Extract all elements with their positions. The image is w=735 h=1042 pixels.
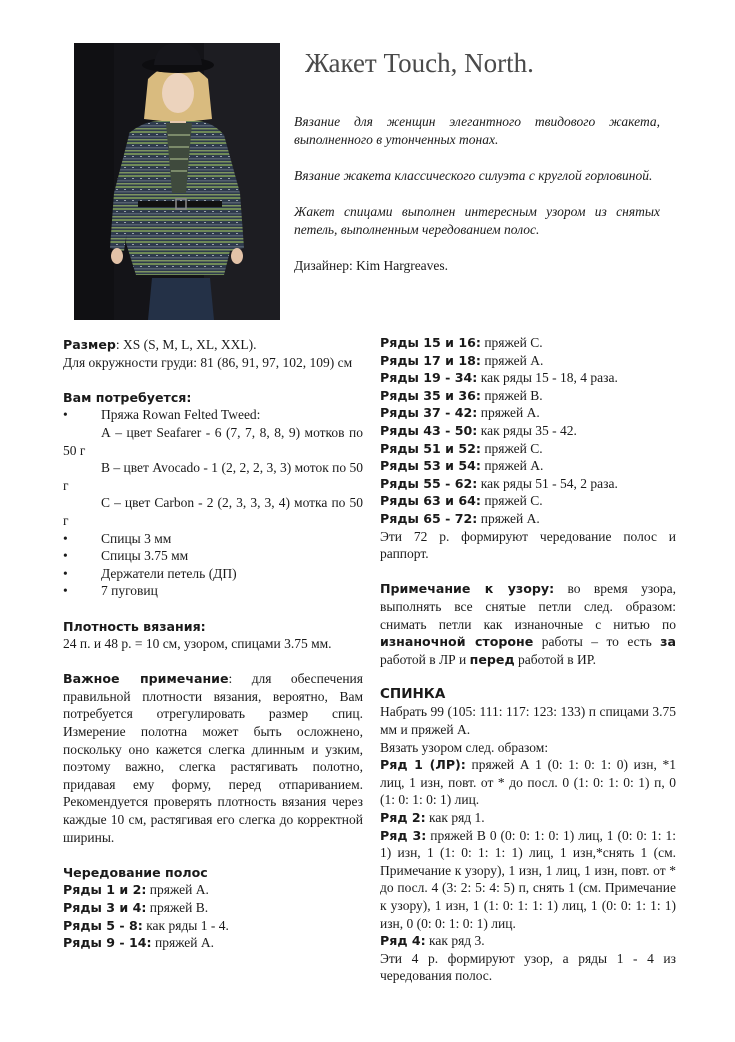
materials-list xyxy=(63,406,363,424)
model-photo-illustration xyxy=(74,43,280,320)
back-row-text: как ряд 3. xyxy=(425,933,485,949)
materials-heading: Вам потребуется: xyxy=(63,389,192,405)
size-line xyxy=(63,336,363,354)
stripe-row xyxy=(63,934,363,952)
stripe-row-label: Ряды 43 - 50: xyxy=(380,422,478,438)
important-note xyxy=(63,670,363,846)
yarn-color-b: В – цвет Avocado - 1 (2, 2, 2, 3, 3) моток по 50 г xyxy=(63,460,363,493)
back-row-label: Ряд 4: xyxy=(380,933,426,949)
stripe-row-label: Ряды 5 - 8: xyxy=(63,917,143,933)
designer-credit: Дизайнер: Kim Hargreaves. xyxy=(294,258,449,273)
yarn-color-a: А – цвет Seafarer - 6 (7, 7, 8, 8, 9) мотков по 50 г xyxy=(63,424,363,458)
back-row-text: как ряд 1. xyxy=(425,810,485,826)
stripe-row xyxy=(63,899,363,917)
stripe-row xyxy=(380,492,676,510)
stripe-row xyxy=(380,352,676,370)
back-row-2 xyxy=(380,809,676,827)
materials-item-holders: • Держатели петель (ДП) xyxy=(63,565,363,583)
stripe-row xyxy=(380,475,676,493)
stripe-row-text: пряжей В. xyxy=(146,900,209,915)
materials-item-buttons: • 7 пуговиц xyxy=(63,582,363,600)
materials-item-needles-3mm: • Спицы 3 мм xyxy=(63,530,363,548)
stripe-row-text: пряжей А. xyxy=(151,935,215,951)
back-row-text: пряжей В 0 (0: 0: 1: 0: 1) лиц, 1 (0: 0: 1: 1: 1) изн, 1 (1: 0: 1: 1: 1) лиц, 1 изн,*снять 1 (см. Примечание к узору), 1 изн, 1 лиц, 1 изн, повт. от * до посл. 4 (3: 2: 5: 4: 5) п, снять 1 (см. Примечание к узору), 1 изн, 1 (1: 0: 1: 1: 1) лиц, 1 (0: 0: 1: 1: 1) изн, 0 (0: 0: 1: 0: 1) лиц. xyxy=(380,827,677,931)
stripe-row-label: Ряды 1 и 2: xyxy=(63,882,147,898)
stripe-row xyxy=(380,440,676,458)
pattern-note-text: во время узора, выполнять все снятые петли след. образом: снимать петли как изнаночные с нитью по xyxy=(380,581,676,632)
back-row-3 xyxy=(380,827,676,933)
intro-paragraph: Жакет спицами выполнен интересным узором из снятых петель, выполненным чередованием полос. xyxy=(294,204,660,237)
stripe-row-text: пряжей С. xyxy=(480,440,543,456)
stripe-row-label: Ряды 53 и 54: xyxy=(380,458,481,474)
stripe-row-text: как ряды 51 - 54, 2 раза. xyxy=(477,475,618,491)
stripe-row-label: Ряды 3 и 4: xyxy=(63,900,147,915)
stripe-row xyxy=(380,404,676,422)
stripe-row-text: пряжей А. xyxy=(146,882,209,898)
intro-paragraph: Вязание для женщин элегантного твидового жакета, выполненного в утонченных тонах. xyxy=(294,114,660,147)
stripe-row-text: пряжей А. xyxy=(480,352,544,368)
stripe-row-text: как ряды 35 - 42. xyxy=(477,422,577,438)
jacket-photo xyxy=(74,43,280,320)
stripe-row-text: пряжей С. xyxy=(480,493,543,509)
materials-item-needles-375mm: • Спицы 3.75 мм xyxy=(63,547,363,565)
back-row-label: Ряд 2: xyxy=(380,810,426,826)
stripe-row-label: Ряды 65 - 72: xyxy=(380,510,478,526)
gauge-text: 24 п. и 48 р. = 10 см, узором, спицами 3.75 мм. xyxy=(63,636,332,652)
stripe-row-text: пряжей С. xyxy=(480,335,543,350)
stripe-row-label: Ряды 55 - 62: xyxy=(380,475,478,491)
stripe-row xyxy=(63,881,363,899)
page-title: Жакет Touch, North. xyxy=(305,48,534,78)
left-column xyxy=(63,336,363,952)
important-note-text: : для обеспечения правильной плотности вязания, вероятно, Вам потребуется отрегулировать размер спиц. Измерение полотна может быть осложнено, поскольку оно кажется слегка длинным и узким, поэтому важно, слегка растягивать полотно, придавая ему форму, перед отпариванием. Рекомендуется проверять плотность вязания через каждые 10 см, растягивая его слегка до корректной ширины. xyxy=(63,671,363,845)
stripe-row-label: Ряды 19 - 34: xyxy=(380,370,478,386)
stripe-row-label: Ряды 35 и 36: xyxy=(380,387,481,403)
stripe-row-text: пряжей А. xyxy=(480,458,544,474)
right-column xyxy=(380,334,676,985)
stripes-heading: Чередование полос xyxy=(63,864,208,880)
stripes-summary: Эти 72 р. формируют чередование полос и раппорт. xyxy=(380,528,676,562)
stripe-row-text: пряжей А. xyxy=(477,510,540,526)
gauge-heading: Плотность вязания: xyxy=(63,618,206,634)
stripe-row xyxy=(380,334,676,352)
intro-section xyxy=(294,113,660,275)
pattern-note xyxy=(380,580,676,668)
materials-item-yarn: • Пряжа Rowan Felted Tweed: xyxy=(63,406,363,424)
stripe-row xyxy=(380,387,676,405)
pattern-note-emphasis: перед xyxy=(469,651,515,667)
back-summary: Эти 4 р. формируют узор, а ряды 1 - 4 из чередования полос. xyxy=(380,950,676,984)
back-row-text: пряжей А 1 (0: 1: 0: 1: 0) изн, *1 лиц, 1 изн, повт. от * до посл. 0 (1: 0: 1: 0: 1) п, 0 (1: 0: 1: 0: 1) лиц. xyxy=(380,757,677,808)
size-label: Размер xyxy=(63,337,116,352)
intro-paragraph: Вязание жакета классического силуэта с круглой горловиной. xyxy=(294,168,653,183)
stripe-row-label: Ряды 9 - 14: xyxy=(63,935,152,951)
pattern-note-emphasis: изнаночной стороне xyxy=(380,634,534,650)
yarn-color-c: С – цвет Carbon - 2 (2, 3, 3, 3, 4) мотка по 50 г xyxy=(63,495,363,528)
stripe-row-text: как ряды 15 - 18, 4 раза. xyxy=(477,370,618,386)
stripe-row-text: пряжей В. xyxy=(480,387,543,403)
bust-measurement: Для окружности груди: 81 (86, 91, 97, 102, 109) см xyxy=(63,354,353,370)
stripe-row-label: Ряды 51 и 52: xyxy=(380,440,481,456)
stripe-row xyxy=(380,422,676,440)
stripe-row-label: Ряды 17 и 18: xyxy=(380,352,481,368)
stripe-row xyxy=(380,369,676,387)
stripe-row-label: Ряды 63 и 64: xyxy=(380,493,481,509)
back-row-label: Ряд 1 (ЛР): xyxy=(380,757,466,773)
stripe-row xyxy=(380,510,676,528)
back-row-4 xyxy=(380,932,676,950)
stripe-row-label: Ряды 15 и 16: xyxy=(380,335,481,350)
pattern-note-text: работой в ЛР и xyxy=(380,651,470,667)
stripe-row-text: как ряды 1 - 4. xyxy=(142,917,229,933)
back-intro: Вязать узором след. образом: xyxy=(380,739,549,755)
pattern-note-text: работой в ИР. xyxy=(514,651,596,667)
materials-list xyxy=(63,530,363,600)
pattern-note-text: работы – то есть xyxy=(533,634,661,650)
stripe-row xyxy=(63,917,363,935)
size-value: : XS (S, M, L, XL, XXL). xyxy=(115,337,257,352)
pattern-note-emphasis: за xyxy=(660,634,676,650)
important-note-label: Важное примечание xyxy=(63,671,229,687)
stripe-row-text: пряжей А. xyxy=(477,405,540,421)
stripe-row xyxy=(380,457,676,475)
pattern-note-label: Примечание к узору: xyxy=(380,581,555,597)
back-section-heading: СПИНКА xyxy=(380,685,446,702)
back-row-label: Ряд 3: xyxy=(380,827,427,843)
back-row-1 xyxy=(380,756,676,809)
back-cast-on: Набрать 99 (105: 111: 117: 123: 133) п спицами 3.75 мм и пряжей А. xyxy=(380,704,676,738)
stripe-row-label: Ряды 37 - 42: xyxy=(380,405,478,421)
